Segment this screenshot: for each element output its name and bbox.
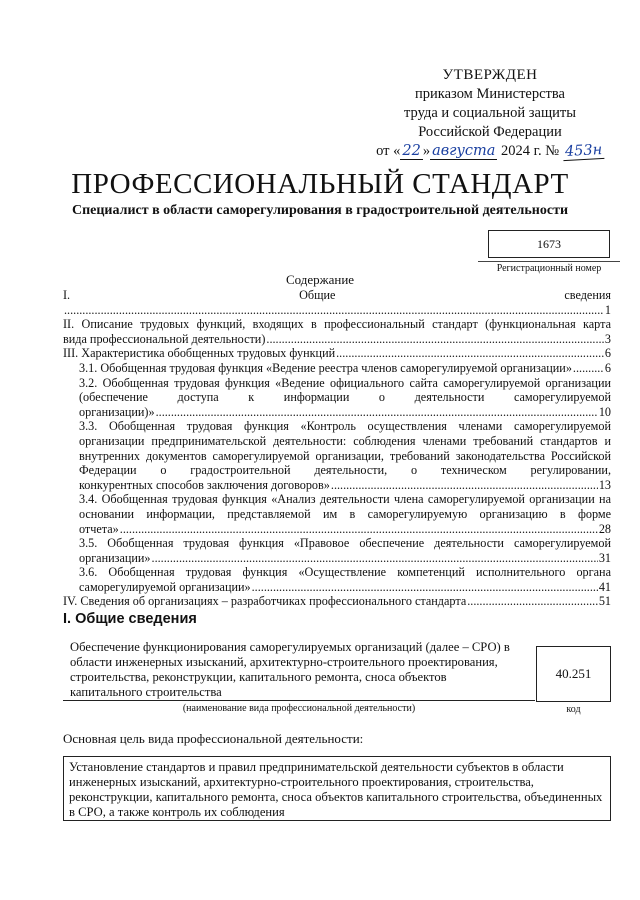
toc-entry-lastline bbox=[63, 303, 611, 318]
activity-name: Обеспечение функционирования саморегулируемых организаций (далее – СРО) в области инженерных изысканий, архитектурно-строительного проектирования, строительства, реконструкции, капитального ремонта, сноса объектов капитального строительства bbox=[70, 640, 510, 699]
toc-entry-text: 3.3. Обобщенная трудовая функция «Контроль осуществления членами саморегулируемой организации предпринимательской деятельности: соблюдения членами требований стандартов и внутренних документов саморегулируемой организации, требований законодательства Российской Федерации о градостроительной деятельности, о техническом регулировании, bbox=[79, 419, 611, 478]
toc-entry-tail: вида профессиональной деятельности) bbox=[63, 331, 266, 346]
toc-leader-dots bbox=[573, 361, 604, 376]
toc-entry-text: 3.5. Обобщенная трудовая функция «Правовое обеспечение деятельности саморегулируемой bbox=[79, 536, 611, 551]
toc-entry-lastline bbox=[79, 361, 611, 376]
toc-entry bbox=[63, 376, 611, 420]
toc-entry bbox=[63, 594, 611, 609]
toc-entry-lastline bbox=[79, 522, 611, 537]
date-mid: » bbox=[422, 143, 431, 159]
toc-entry-lastline bbox=[79, 551, 611, 566]
toc-entry-lastline bbox=[63, 346, 611, 361]
toc-entry-lastline bbox=[63, 332, 611, 347]
toc-leader-dots bbox=[252, 580, 598, 595]
toc-page-number: 28 bbox=[598, 521, 611, 536]
approval-line-1: приказом Министерства bbox=[415, 86, 565, 102]
toc-entry-tail: организации» bbox=[79, 550, 151, 565]
toc-entry-lastline bbox=[79, 405, 611, 420]
approval-line-3: Российской Федерации bbox=[418, 124, 562, 140]
toc-entry-text: I. Общие сведения bbox=[63, 288, 611, 302]
toc-entry bbox=[63, 361, 611, 376]
toc-entry-text: 3.2. Обобщенная трудовая функция «Ведение официального сайта саморегулируемой организации (обеспечение доступа к информации о деятельности саморегулируемой bbox=[79, 375, 611, 405]
toc-entry-tail: конкурентных способов заключения договоров» bbox=[79, 477, 330, 492]
document-title: ПРОФЕССИОНАЛЬНЫЙ СТАНДАРТ bbox=[71, 168, 569, 200]
activity-code-caption: код bbox=[566, 704, 581, 715]
toc-entry bbox=[63, 317, 611, 346]
handwritten-month: августа bbox=[432, 143, 496, 159]
toc-page-number: 31 bbox=[598, 550, 611, 565]
toc-entry-tail: III. Характеристика обобщенных трудовых функций bbox=[63, 346, 336, 361]
approval-block bbox=[360, 66, 620, 161]
toc-leader-dots bbox=[156, 405, 598, 420]
approval-title: УТВЕРЖДЕН bbox=[442, 67, 538, 83]
toc-entry bbox=[63, 419, 611, 492]
toc-leader-dots bbox=[64, 303, 604, 318]
table-of-contents bbox=[63, 288, 611, 609]
toc-leader-dots bbox=[331, 478, 598, 493]
toc-entry-text: II. Описание трудовых функций, входящих в профессиональный стандарт (функциональная карта bbox=[63, 317, 611, 332]
toc-leader-dots bbox=[152, 551, 598, 566]
date-suffix: 2024 г. № bbox=[501, 143, 560, 159]
toc-page-number: 41 bbox=[598, 579, 611, 594]
registration-number-label: Регистрационный номер bbox=[478, 261, 620, 274]
toc-heading: Содержание bbox=[285, 272, 355, 287]
toc-entry bbox=[63, 288, 611, 317]
toc-leader-dots bbox=[120, 522, 598, 537]
toc-entry-tail: 3.1. Обобщенная трудовая функция «Ведение реестра членов саморегулируемой организации» bbox=[79, 360, 572, 375]
toc-entry-text: 3.6. Обобщенная трудовая функция «Осуществление компетенций исполнительного органа bbox=[79, 565, 611, 580]
activity-underline bbox=[63, 700, 535, 701]
toc-entry-text: 3.4. Обобщенная трудовая функция «Анализ деятельности члена саморегулируемой организации на основании информации, представляемой им в саморегулируемую организацию в форме bbox=[79, 492, 611, 521]
toc-page-number: 10 bbox=[598, 404, 611, 419]
toc-entry-tail: отчета» bbox=[79, 521, 119, 536]
toc-leader-dots bbox=[266, 332, 604, 347]
toc-entry-lastline bbox=[79, 478, 611, 493]
handwritten-day: 22 bbox=[402, 143, 421, 159]
toc-entry bbox=[63, 346, 611, 361]
toc-entry-tail: саморегулируемой организации» bbox=[79, 579, 251, 594]
goal-label: Основная цель вида профессиональной деятельности: bbox=[63, 731, 364, 746]
toc-page-number: 1 bbox=[604, 302, 611, 317]
toc-leader-dots bbox=[336, 346, 604, 361]
goal-text-box: Установление стандартов и правил предпринимательской деятельности субъектов в области инженерных изысканий, архитектурно-строительного проектирования, строительства, реконструкции, капитального ремонта, сноса объектов капитального строительства, объединенных в СРО, а также контроль их соблюдения bbox=[63, 756, 611, 821]
toc-entry-lastline bbox=[79, 580, 611, 595]
toc-page-number: 6 bbox=[604, 360, 611, 375]
toc-entry-tail: организации)» bbox=[79, 404, 155, 419]
toc-page-number: 6 bbox=[604, 346, 611, 361]
activity-code-box: 40.251 bbox=[536, 646, 611, 702]
toc-entry bbox=[63, 565, 611, 594]
toc-page-number: 3 bbox=[604, 331, 611, 346]
document-subtitle: Специалист в области саморегулирования в градостроительной деятельности bbox=[71, 203, 569, 218]
activity-caption: (наименование вида профессиональной деятельности) bbox=[182, 703, 416, 714]
date-prefix: от « bbox=[376, 143, 401, 159]
approval-order-line bbox=[360, 142, 620, 161]
toc-page-number: 51 bbox=[598, 594, 611, 609]
toc-entry bbox=[63, 492, 611, 536]
approval-line-2: труда и социальной защиты bbox=[404, 105, 576, 121]
toc-entry-tail: IV. Сведения об организациях – разработчиках профессионального стандарта bbox=[63, 594, 467, 609]
section-1-title: I. Общие сведения bbox=[63, 611, 197, 627]
toc-entry bbox=[63, 536, 611, 565]
toc-entry-lastline bbox=[63, 594, 611, 609]
toc-page-number: 13 bbox=[598, 477, 611, 492]
registration-number-box: 1673 bbox=[488, 230, 610, 258]
toc-leader-dots bbox=[467, 594, 598, 609]
handwritten-order-number: 453н bbox=[562, 142, 604, 161]
